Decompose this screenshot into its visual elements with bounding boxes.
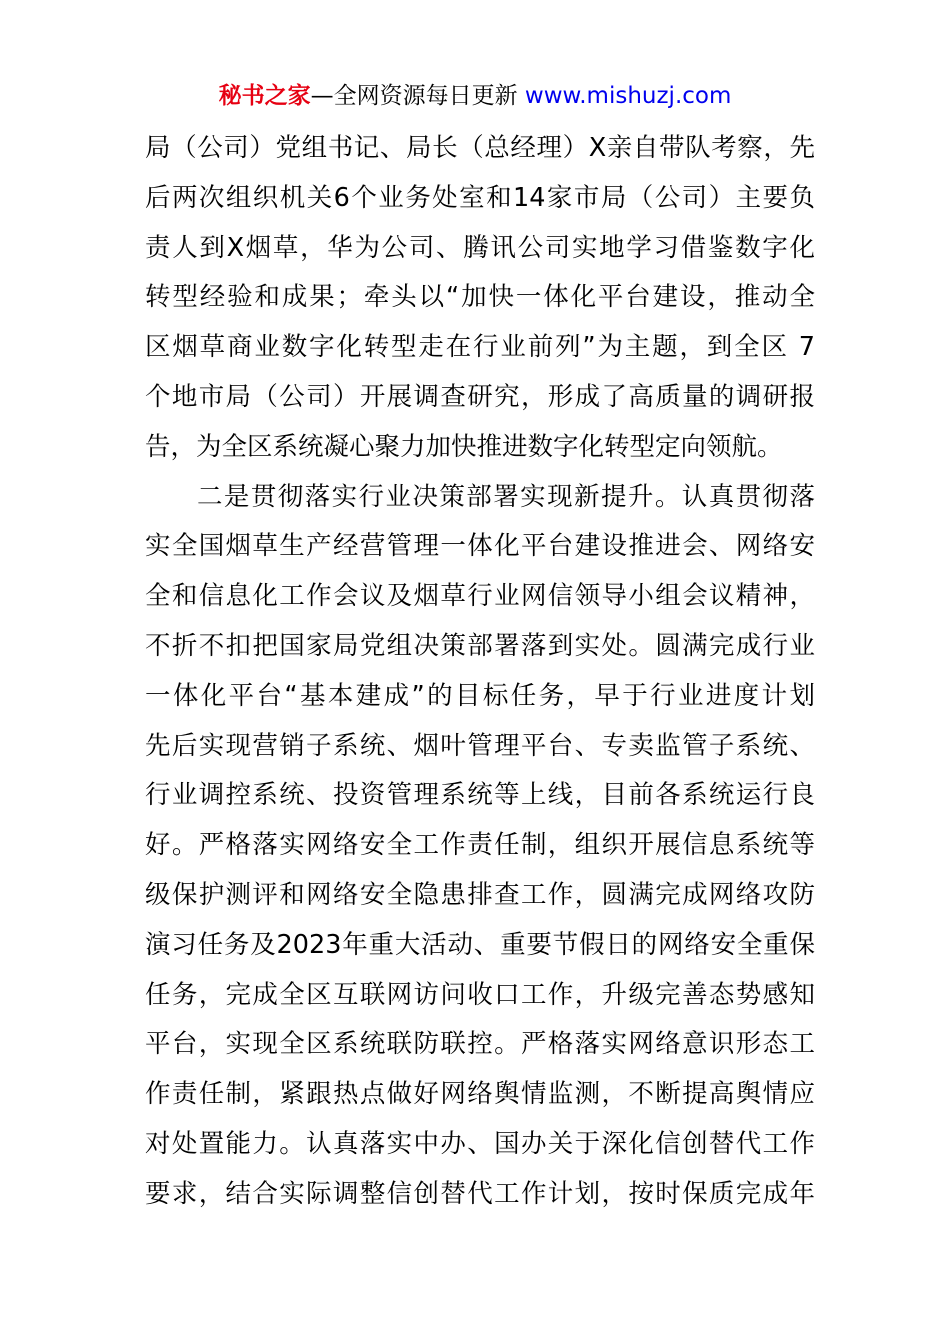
document-body: [145, 124, 815, 1220]
paragraph-heading-line: 二是贯彻落实行业决策部署实现新提升。认真贯彻落: [197, 481, 815, 512]
paragraph-line: 任务，完成全区互联网访问收口工作，升级完善态势感知: [145, 979, 815, 1010]
paragraph-line: 不折不扣把国家局党组决策部署落到实处。圆满完成行业: [145, 630, 815, 661]
paragraph-line: 责人到X烟草，华为公司、腾讯公司实地学习借鉴数字化: [145, 232, 815, 263]
paragraph-line: 告，为全区系统凝心聚力加快推进数字化转型定向领航。: [145, 431, 783, 462]
paragraph-line: 区烟草商业数字化转型走在行业前列”为主题，到全区 7: [145, 332, 815, 363]
site-url-link[interactable]: www.mishuzj.com: [524, 83, 732, 109]
paragraph-line: 平台，实现全区系统联防联控。严格落实网络意识形态工: [145, 1029, 815, 1060]
paragraph-line: 局（公司）党组书记、局长（总经理）X亲自带队考察，先: [145, 133, 815, 163]
paragraph-line: 先后实现营销子系统、烟叶管理平台、专卖监管子系统、: [145, 730, 815, 761]
paragraph-line: 要求，结合实际调整信创替代工作计划，按时保质完成年: [145, 1178, 815, 1209]
paragraph-line: 一体化平台“基本建成”的目标任务，早于行业进度计划: [145, 680, 815, 711]
paragraph-line: 级保护测评和网络安全隐患排查工作，圆满完成网络攻防: [145, 879, 815, 910]
header-separator: —: [310, 83, 334, 109]
site-header: [0, 80, 950, 112]
paragraph-line: 作责任制，紧跟热点做好网络舆情监测，不断提高舆情应: [145, 1079, 815, 1110]
paragraph-line: 全和信息化工作会议及烟草行业网信领导小组会议精神，: [145, 581, 815, 612]
paragraph-line: 行业调控系统、投资管理系统等上线，目前各系统运行良: [145, 780, 815, 811]
paragraph-line: 实全国烟草生产经营管理一体化平台建设推进会、网络安: [145, 531, 815, 562]
paragraph-line: 个地市局（公司）开展调查研究，形成了高质量的调研报: [145, 381, 815, 412]
paragraph-line: 好。严格落实网络安全工作责任制，组织开展信息系统等: [145, 830, 815, 861]
paragraph-line: 后两次组织机关6个业务处室和14家市局（公司）主要负: [145, 182, 815, 213]
site-tagline: 全网资源每日更新: [333, 83, 518, 109]
paragraph-line: 转型经验和成果；牵头以“加快一体化平台建设，推动全: [145, 282, 815, 313]
paragraph-line: 演习任务及2023年重大活动、重要节假日的网络安全重保: [145, 929, 815, 960]
paragraph-line: 对处置能力。认真落实中办、国办关于深化信创替代工作: [145, 1128, 815, 1159]
site-brand: 秘书之家: [218, 83, 311, 109]
